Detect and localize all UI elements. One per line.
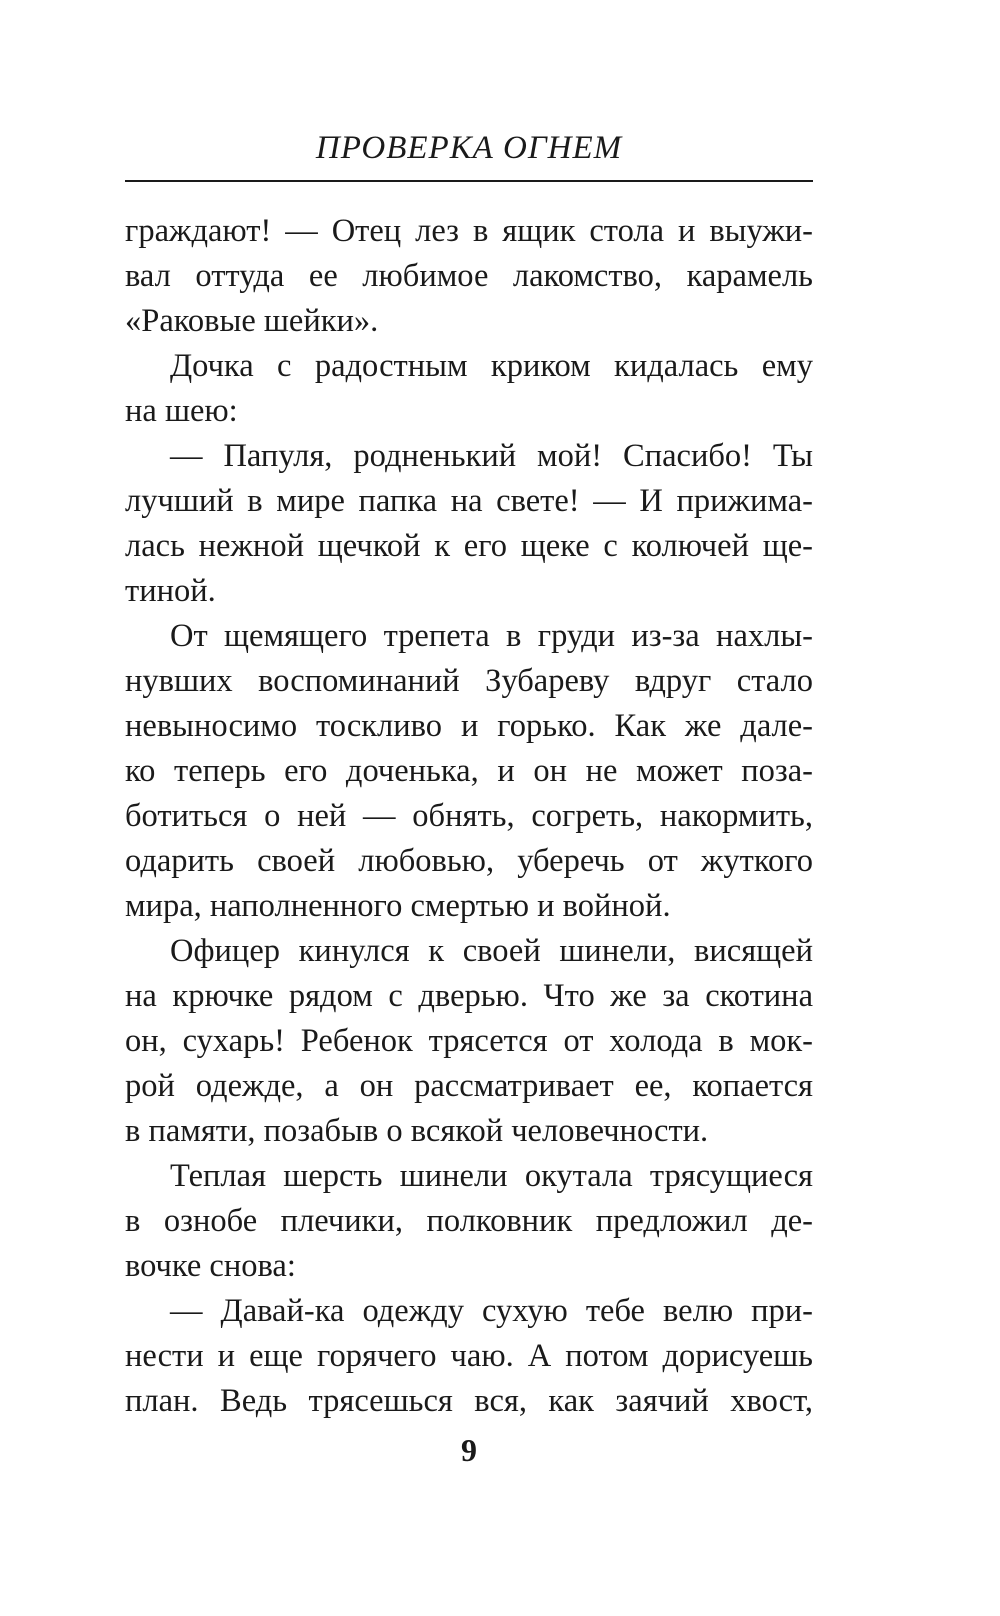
text-line: — Давай-ка одежду сухую тебе велю при- — [170, 1293, 813, 1329]
text-line: ко теперь его доченька, и он не может поза- — [125, 753, 813, 789]
text-line: лась нежной щечкой к его щеке с колючей ще- — [125, 528, 813, 564]
text-line: мира, наполненного смертью и войной. — [125, 888, 671, 924]
text-line: граждают! — Отец лез в ящик стола и выужи- — [125, 213, 813, 249]
text-line: нувших воспоминаний Зубареву вдруг стало — [125, 663, 813, 699]
text-line: рой одежде, а он рассматривает ее, копается — [125, 1068, 813, 1104]
text-line: вал оттуда ее любимое лакомство, карамель — [125, 258, 813, 294]
text-line: одарить своей любовью, уберечь от жуткого — [125, 843, 813, 879]
text-line: «Раковые шейки». — [125, 303, 379, 339]
text-line: От щемящего трепета в груди из-за нахлы- — [170, 618, 813, 654]
text-line: план. Ведь трясешься вся, как заячий хвост, — [125, 1383, 813, 1419]
text-line: ботиться о ней — обнять, согреть, накормить, — [125, 798, 813, 834]
header-rule — [125, 180, 813, 182]
text-line: на крючке рядом с дверью. Что же за скотина — [125, 978, 813, 1014]
text-line: вочке снова: — [125, 1248, 296, 1284]
text-line: на шею: — [125, 393, 238, 429]
text-line: в памяти, позабыв о всякой человечности. — [125, 1113, 709, 1149]
body-text — [125, 209, 813, 1424]
text-line: в ознобе плечики, полковник предложил де- — [125, 1203, 813, 1239]
text-line: тиной. — [125, 573, 216, 609]
text-line: невыносимо тоскливо и горько. Как же дале- — [125, 708, 813, 744]
text-line: Дочка с радостным криком кидалась ему — [170, 348, 813, 384]
text-line: Теплая шерсть шинели окутала трясущиеся — [170, 1158, 813, 1194]
text-line: он, сухарь! Ребенок трясется от холода в мок- — [125, 1023, 813, 1059]
running-head: ПРОВЕРКА ОГНЕМ — [315, 130, 623, 166]
text-line: — Папуля, родненький мой! Спасибо! Ты — [170, 438, 813, 474]
text-line: Офицер кинулся к своей шинели, висящей — [170, 933, 813, 969]
page-number: 9 — [461, 1432, 477, 1468]
text-line: нести и еще горячего чаю. А потом дорисуешь — [125, 1338, 813, 1374]
text-line: лучший в мире папка на свете! — И прижима- — [125, 483, 813, 519]
